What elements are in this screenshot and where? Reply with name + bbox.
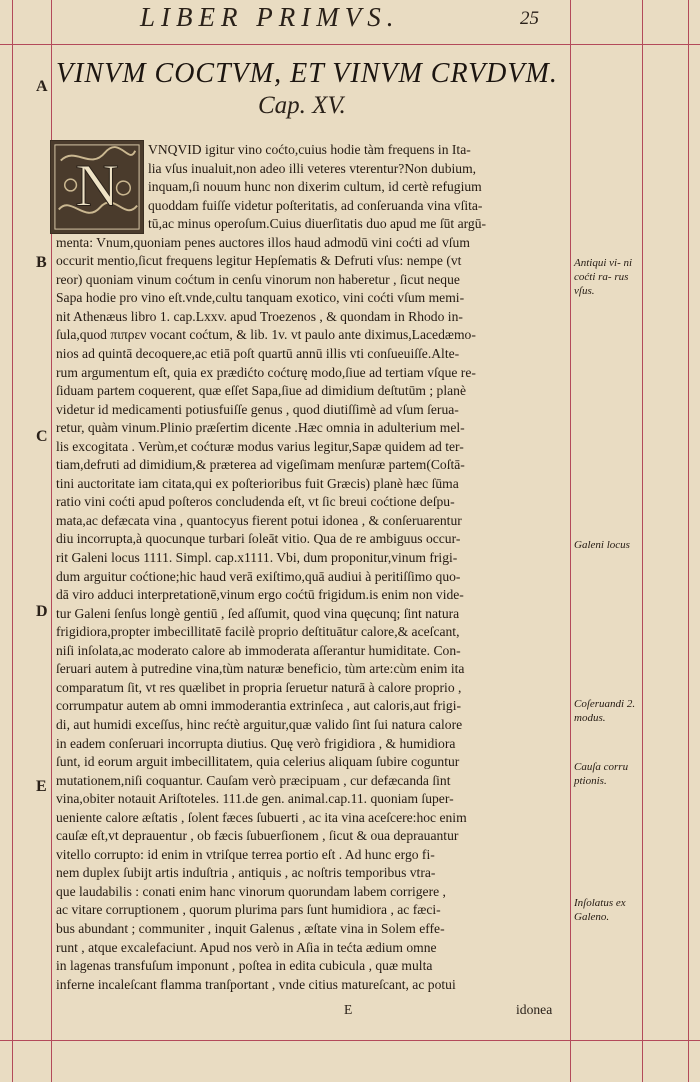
text-line: bus abundant ; communiter , inquit Galenus , æſtate vina in Solem effe- bbox=[56, 920, 445, 936]
rule-right-margin bbox=[642, 0, 643, 1082]
chapter-body bbox=[56, 141, 568, 994]
margin-note-conservandi: Coſeruandi 2. modus. bbox=[574, 698, 636, 724]
text-line: cauſæ eſt,vt deprauentur , ob fæcis ſubuerſionem , ſicut & oua deprauantur bbox=[56, 828, 459, 844]
section-letter-a: A bbox=[36, 78, 48, 95]
rule-right-text bbox=[570, 0, 571, 1082]
text-line: niſi inſolata,ac moderato calore ab immoderata aſſerantur humiditate. Con- bbox=[56, 642, 461, 658]
text-line: dum arguitur coćtione;hic haud verā exiſtimo,quā audiui à peritiſſimo quo- bbox=[56, 568, 461, 584]
text-line: occurit mentio,ſicut frequens legitur Hepſematis & Defruti vſus: nempe (vt bbox=[56, 253, 462, 269]
catchword: idonea bbox=[516, 1002, 553, 1017]
text-line: ſiduam partem coquerent, quæ eſſet Sapa,ſiue ad dimidium deſtutūm ; planè bbox=[56, 383, 466, 399]
text-line: ueniente calore æſtatis , ſolent fæces ſubuerti , ac ita vina aceſcere:hoc enim bbox=[56, 809, 467, 825]
text-line: videtur id medicamenti potiusfuiſſe genus , quod diutiſſimè ad vſum ſerua- bbox=[56, 401, 459, 417]
folio-number: 25 bbox=[520, 8, 539, 29]
text-line: tū,ac minus operoſum.Cuius diuerſitatis duo apud me ſūt argū- bbox=[148, 216, 487, 232]
svg-text:N: N bbox=[75, 152, 119, 220]
text-line: ſunt, id eorum arguit imbecillitatem, quia celerius aliquam ſubire coguntur bbox=[56, 754, 460, 770]
text-line: di, aut humidi exceſſus, hinc rećtè arguitur,quæ valido ſint ſui natura calore bbox=[56, 716, 463, 732]
text-line: retur, quàm vinum.Plinio præſertim dicente .Hæc omnia in adulterium mel- bbox=[56, 420, 465, 436]
margin-note-antiqui: Antiqui vi- ni coćti ra- rus vſus. bbox=[574, 257, 633, 297]
text-line: ſeruari autem à putredine vina,tùm naturæ beneficio, tùm arte:cùm enim ita bbox=[56, 661, 465, 677]
text-line: mata,ac defæcata vina , quantocyus fierent potui idonea , & conſeruarentur bbox=[56, 512, 462, 528]
margin-note-causa: Cauſa corru ptionis. bbox=[574, 761, 629, 787]
section-letter-b: B bbox=[36, 254, 47, 271]
text-line: diu incorrupta,à quocunque turbari ſoleāt vitio. Qua de re ambiguus occur- bbox=[56, 531, 461, 547]
text-line: vitello corrupto: id enim in vtriſque terrea portio eſt . Ad hunc ergo fi- bbox=[56, 846, 435, 862]
text-line: que laudabilis : conati enim hanc vinorum quorundam labem corrigere , bbox=[56, 883, 446, 899]
section-letter-c: C bbox=[36, 428, 48, 445]
text-line: Sapa hodie pro vino eſt.vnde,cultu tanquam exotico, vini coćti vſum memi- bbox=[56, 290, 465, 306]
text-line: lis excogitata . Verùm,et coćturæ modus varius legitur,Sapæ quidem ad ter- bbox=[56, 438, 464, 454]
text-line: ratio vini coćti apud poſteros concludenda eſt, vt ſic breui coćtione deſpu- bbox=[56, 494, 455, 510]
rule-right-outer bbox=[688, 0, 689, 1082]
text-line: in lagenas transfuſum imponunt , poſtea in edita cubicula , quæ multa bbox=[56, 958, 433, 974]
text-line: quoddam fuiſſe videtur poſteritatis, ad conſeruanda vina vſita- bbox=[148, 197, 483, 213]
text-line: inquam,ſi nouum hunc non dixerim cultum, id certè refugium bbox=[148, 179, 482, 195]
rule-bottom bbox=[0, 1040, 700, 1041]
chapter-title: VINVM COCTVM, ET VINVM CRVDVM. bbox=[56, 58, 558, 89]
text-line: nem duplex ſubijt artis induſtria , antiquis , ac noſtris temporibus vtra- bbox=[56, 865, 436, 881]
text-line: dā viro adduci interpretationē,vinum ergo coćtū frigidum.is enim non vide- bbox=[56, 587, 464, 603]
text-line: menta: Vnum,quoniam penes auctores illos haud admodū vini coćti ad vſum bbox=[56, 234, 470, 250]
text-line: corrumpatur autem ab omni immoderantia extrinſeca , aut caloris,aut frigi- bbox=[56, 698, 462, 714]
text-line: rum argumentum eſt, quia ex prædićto coćturę modo,ſiue ad tertiam vſque re- bbox=[56, 364, 476, 380]
text-line: mutationem,niſi coquantur. Cauſam verò præcipuam , cur defæcanda ſint bbox=[56, 772, 451, 788]
text-line: nit Athenæus libro 1. cap.Lxxv. apud Troezenos , & quondam in Rhodo in- bbox=[56, 308, 463, 324]
text-line: in eadem conſeruari incorrupta diutius. Quę verò frigidiora , & humidiora bbox=[56, 735, 456, 751]
section-letter-d: D bbox=[36, 603, 48, 620]
text-line: rit Galeni locus 1111. Simpl. cap.x1111. Vbi, dum proponitur,vinum frigi- bbox=[56, 550, 458, 566]
rule-top bbox=[0, 44, 700, 45]
text-line: tur Galeni ſenſus longè gentiū , ſed aſſumit, quod vina quęcunq; ſint natura bbox=[56, 605, 460, 621]
section-letter-e: E bbox=[36, 778, 47, 795]
text-line: runt , atque excalefaciunt. Apud nos verò in Aſia in tećta ædium omne bbox=[56, 939, 437, 955]
text-line: lia vſus inualuit,non adeo illi veteres vterentur?Non dubium, bbox=[148, 160, 477, 176]
signature-mark: E bbox=[344, 1002, 353, 1017]
margin-note-insolatus: Inſolatus ex Galeno. bbox=[574, 897, 626, 923]
text-line: tiam,defruti ad dimidium,& præterea ad vigeſimam menſuræ partem(Coſtā- bbox=[56, 457, 465, 473]
text-line: ac vitare corruptionem , quorum plurima pars ſunt humidiora , ac fæci- bbox=[56, 902, 441, 918]
text-line: inferne incaleſcant flamma tranſportant , vnde citius matureſcant, ac potui bbox=[56, 976, 456, 992]
text-line: ſula,quod πιπρεν vocant coćtum, & lib. 1v. vt paulo ante diximus,Lacedæmo- bbox=[56, 327, 476, 343]
text-line: frigidiora,propter imbecillitatē facilè proprio deſtituātur calore,& aceſcant, bbox=[56, 624, 460, 640]
margin-note-galeni: Galeni locus bbox=[574, 539, 630, 551]
text-line: vina,obiter notauit Ariſtoteles. 111.de gen. animal.cap.11. quoniam ſuper- bbox=[56, 791, 454, 807]
text-line: tini auctoritate iam citata,qui ex poſterioribus fuit Græcis) planè hæc ſūma bbox=[56, 475, 459, 491]
running-head: LIBER PRIMVS. bbox=[140, 2, 400, 32]
text-line: nios ad quintā decoquere,ac etiā poſt quartū annū illis vti conſueuiſſe.Alte- bbox=[56, 346, 460, 362]
chapter-number: Cap. XV. bbox=[258, 92, 346, 119]
text-line: VNQVID igitur vino coćto,cuius hodie tàm frequens in Ita- bbox=[148, 142, 471, 157]
rule-left-outer bbox=[12, 0, 13, 1082]
text-line: comparatum ſit, vt res quælibet in propria ſeruetur naturā à calore proprio , bbox=[56, 679, 462, 695]
text-line: reor) quoniam vinum coćtum in cenſu vinorum non haberetur , ſicut neque bbox=[56, 271, 460, 287]
